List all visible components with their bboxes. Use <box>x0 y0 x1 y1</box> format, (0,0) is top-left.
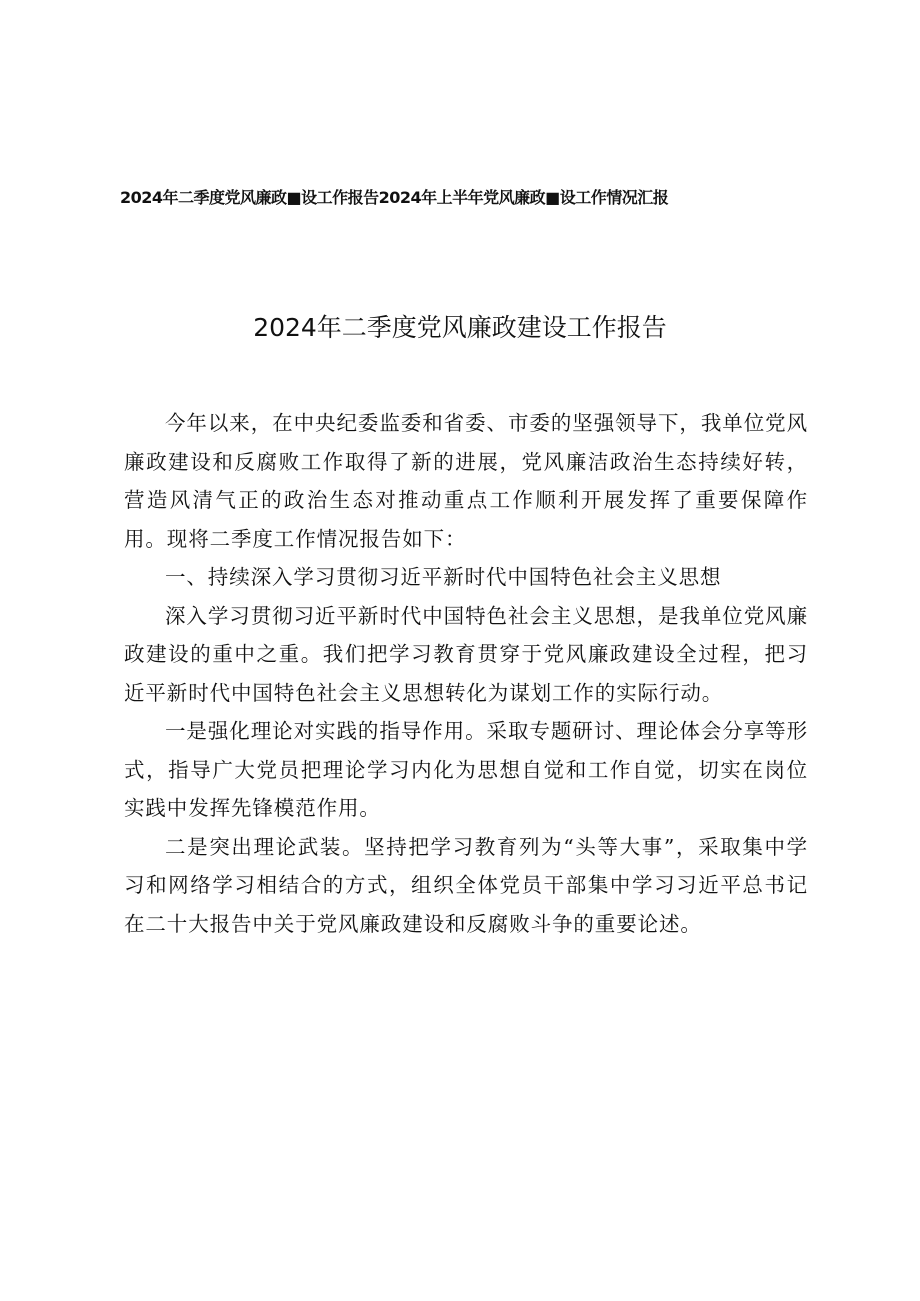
paragraph-point-2: 二是突出理论武装。坚持把学习教育列为“头等大事”，采取集中学习和网络学习相结合的方式，组织全体党员干部集中学习习近平总书记在二十大报告中关于党风廉政建设和反腐败斗争的重要论述。 <box>124 834 808 936</box>
paragraph-intro: 今年以来，在中央纪委监委和省委、市委的坚强领导下，我单位党风廉政建设和反腐败工作取得了新的进展，党风廉洁政治生态持续好转，营造风清气正的政治生态对推动重点工作顺利开展发挥了重要保障作用。现将二季度工作情况报告如下： <box>124 411 808 551</box>
document-header: 2024年二季度党风廉政■设工作报告2024年上半年党风廉政■设工作情况汇报 <box>120 188 669 207</box>
paragraph-section-1: 深入学习贯彻习近平新时代中国特色社会主义思想，是我单位党风廉政建设的重中之重。我们把学习教育贯穿于党风廉政建设全过程，把习近平新时代中国特色社会主义思想转化为谋划工作的实际行动。 <box>124 603 808 705</box>
page-title: 2024年二季度党风廉政建设工作报告 <box>253 313 667 342</box>
document-body <box>124 404 808 943</box>
paragraph-point-1: 一是强化理论对实践的指导作用。采取专题研讨、理论体会分享等形式，指导广大党员把理论学习内化为思想自觉和工作自觉，切实在岗位实践中发挥先锋模范作用。 <box>124 719 808 820</box>
section-heading-1: 一、持续深入学习贯彻习近平新时代中国特色社会主义思想 <box>165 565 722 589</box>
